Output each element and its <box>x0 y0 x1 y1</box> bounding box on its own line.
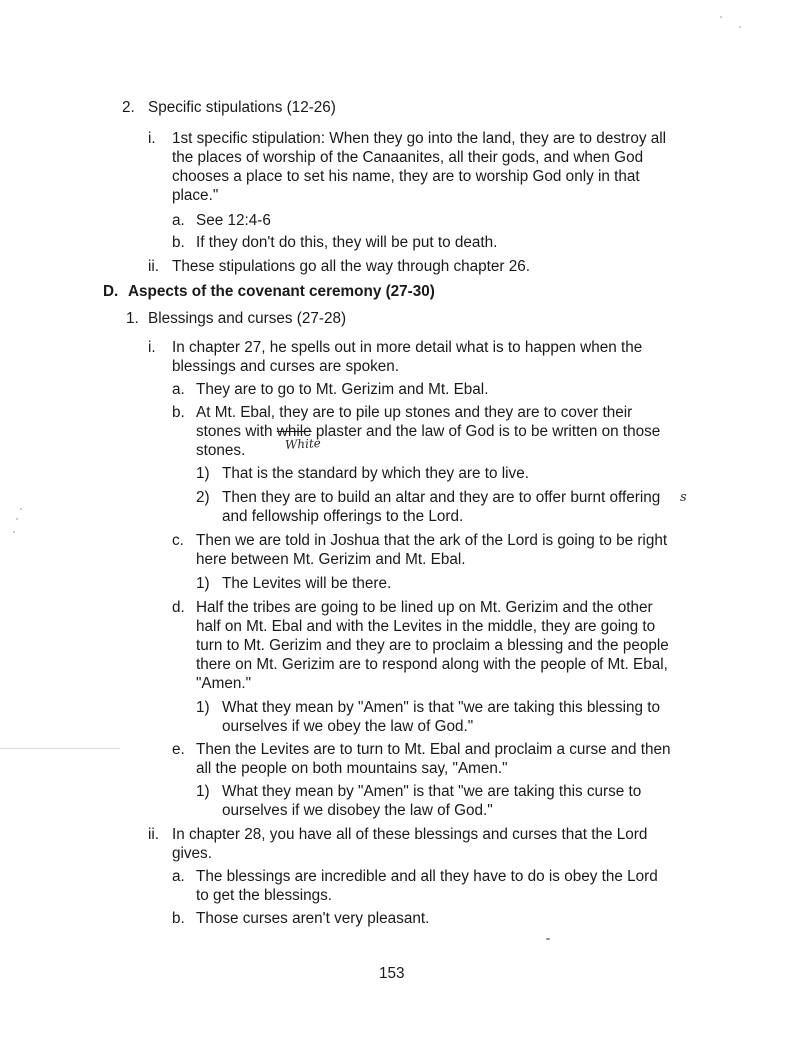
scan-line-artifact <box>0 748 120 749</box>
list-marker: i. <box>148 130 156 147</box>
outline-text-line: stones. <box>196 442 246 459</box>
section-heading: Aspects of the covenant ceremony (27-30) <box>128 283 435 300</box>
outline-text-line: If they don't do this, they will be put to death. <box>196 234 498 251</box>
outline-text-line: The blessings are incredible and all they have to do is obey the Lord <box>196 868 658 885</box>
list-marker: c. <box>172 532 184 549</box>
outline-text-line: the places of worship of the Canaanites, all their gods, and when God <box>172 149 644 166</box>
outline-text-line: The Levites will be there. <box>222 575 392 592</box>
outline-text-line: Then they are to build an altar and they are to offer burnt offering <box>222 489 661 506</box>
outline-text-line: chooses a place to set his name, they are to worship God only in that <box>172 168 640 185</box>
outline-text-line: What they mean by "Amen" is that "we are taking this curse to <box>222 783 642 800</box>
outline-text-line: In chapter 28, you have all of these blessings and curses that the Lord <box>172 826 648 843</box>
scan-speck <box>16 518 18 520</box>
outline-text-line: "Amen." <box>196 675 252 692</box>
handwritten-correction: s <box>680 490 687 505</box>
list-marker: d. <box>172 599 185 616</box>
page-number: 153 <box>379 965 405 982</box>
list-marker: 1) <box>196 575 210 592</box>
list-marker: 2. <box>122 99 135 116</box>
struck-word: while <box>276 423 312 440</box>
outline-item-heading: Blessings and curses (27-28) <box>148 310 347 327</box>
outline-text-line: ourselves if we disobey the law of God." <box>222 802 493 819</box>
outline-text-line: to get the blessings. <box>196 887 333 904</box>
outline-text-line: half on Mt. Ebal and with the Levites in the middle, they are going to <box>196 618 656 635</box>
scan-speck <box>739 26 741 28</box>
section-marker: D. <box>103 283 119 300</box>
outline-text-line: These stipulations go all the way through chapter 26. <box>172 258 530 275</box>
list-marker: ii. <box>148 826 160 843</box>
outline-text-line: here between Mt. Gerizim and Mt. Ebal. <box>196 551 466 568</box>
text-fragment: stones with <box>196 423 277 440</box>
list-marker: b. <box>172 234 185 251</box>
text-fragment: plaster and the law of God is to be written on those <box>311 423 661 440</box>
list-marker: 1. <box>126 310 139 327</box>
list-marker: i. <box>148 339 156 356</box>
list-marker: a. <box>172 381 185 398</box>
list-marker: a. <box>172 868 185 885</box>
outline-text-line: and fellowship offerings to the Lord. <box>222 508 464 525</box>
list-marker: ii. <box>148 258 160 275</box>
list-marker: 1) <box>196 783 210 800</box>
outline-text-line: blessings and curses are spoken. <box>172 358 400 375</box>
outline-text-line: At Mt. Ebal, they are to pile up stones and they are to cover their <box>196 404 633 421</box>
list-marker: a. <box>172 212 185 229</box>
outline-text-line: Those curses aren't very pleasant. <box>196 910 430 927</box>
list-marker: e. <box>172 741 185 758</box>
outline-text-line-with-correction <box>196 422 660 441</box>
outline-text-line: They are to go to Mt. Gerizim and Mt. Ebal. <box>196 381 489 398</box>
scan-speck <box>720 16 722 18</box>
outline-text-line: 1st specific stipulation: When they go into the land, they are to destroy all <box>172 130 667 147</box>
list-marker: b. <box>172 404 185 421</box>
outline-text-line: In chapter 27, he spells out in more detail what is to happen when the <box>172 339 643 356</box>
outline-text-line: gives. <box>172 845 212 862</box>
outline-text-line: That is the standard by which they are to live. <box>222 465 529 482</box>
handwritten-correction: White <box>284 436 322 452</box>
outline-text-line: all the people on both mountains say, "Amen." <box>196 760 508 777</box>
outline-text-line: turn to Mt. Gerizim and they are to proclaim a blessing and the people <box>196 637 669 654</box>
outline-text-line: Half the tribes are going to be lined up on Mt. Gerizim and the other <box>196 599 653 616</box>
outline-text-line: What they mean by "Amen" is that "we are taking this blessing to <box>222 699 661 716</box>
scan-speck <box>13 531 15 533</box>
scan-speck <box>546 938 550 940</box>
list-marker: b. <box>172 910 185 927</box>
scan-speck <box>20 508 22 510</box>
outline-text-line: Then the Levites are to turn to Mt. Ebal and proclaim a curse and then <box>196 741 671 758</box>
outline-text-line: ourselves if we obey the law of God." <box>222 718 474 735</box>
outline-text-line: See 12:4-6 <box>196 212 271 229</box>
list-marker: 1) <box>196 465 210 482</box>
outline-item-heading: Specific stipulations (12-26) <box>148 99 336 116</box>
list-marker: 2) <box>196 489 210 506</box>
outline-text-line: place." <box>172 187 219 204</box>
outline-text-line: there on Mt. Gerizim are to respond along with the people of Mt. Ebal, <box>196 656 668 673</box>
list-marker: 1) <box>196 699 210 716</box>
outline-text-line: Then we are told in Joshua that the ark of the Lord is going to be right <box>196 532 668 549</box>
